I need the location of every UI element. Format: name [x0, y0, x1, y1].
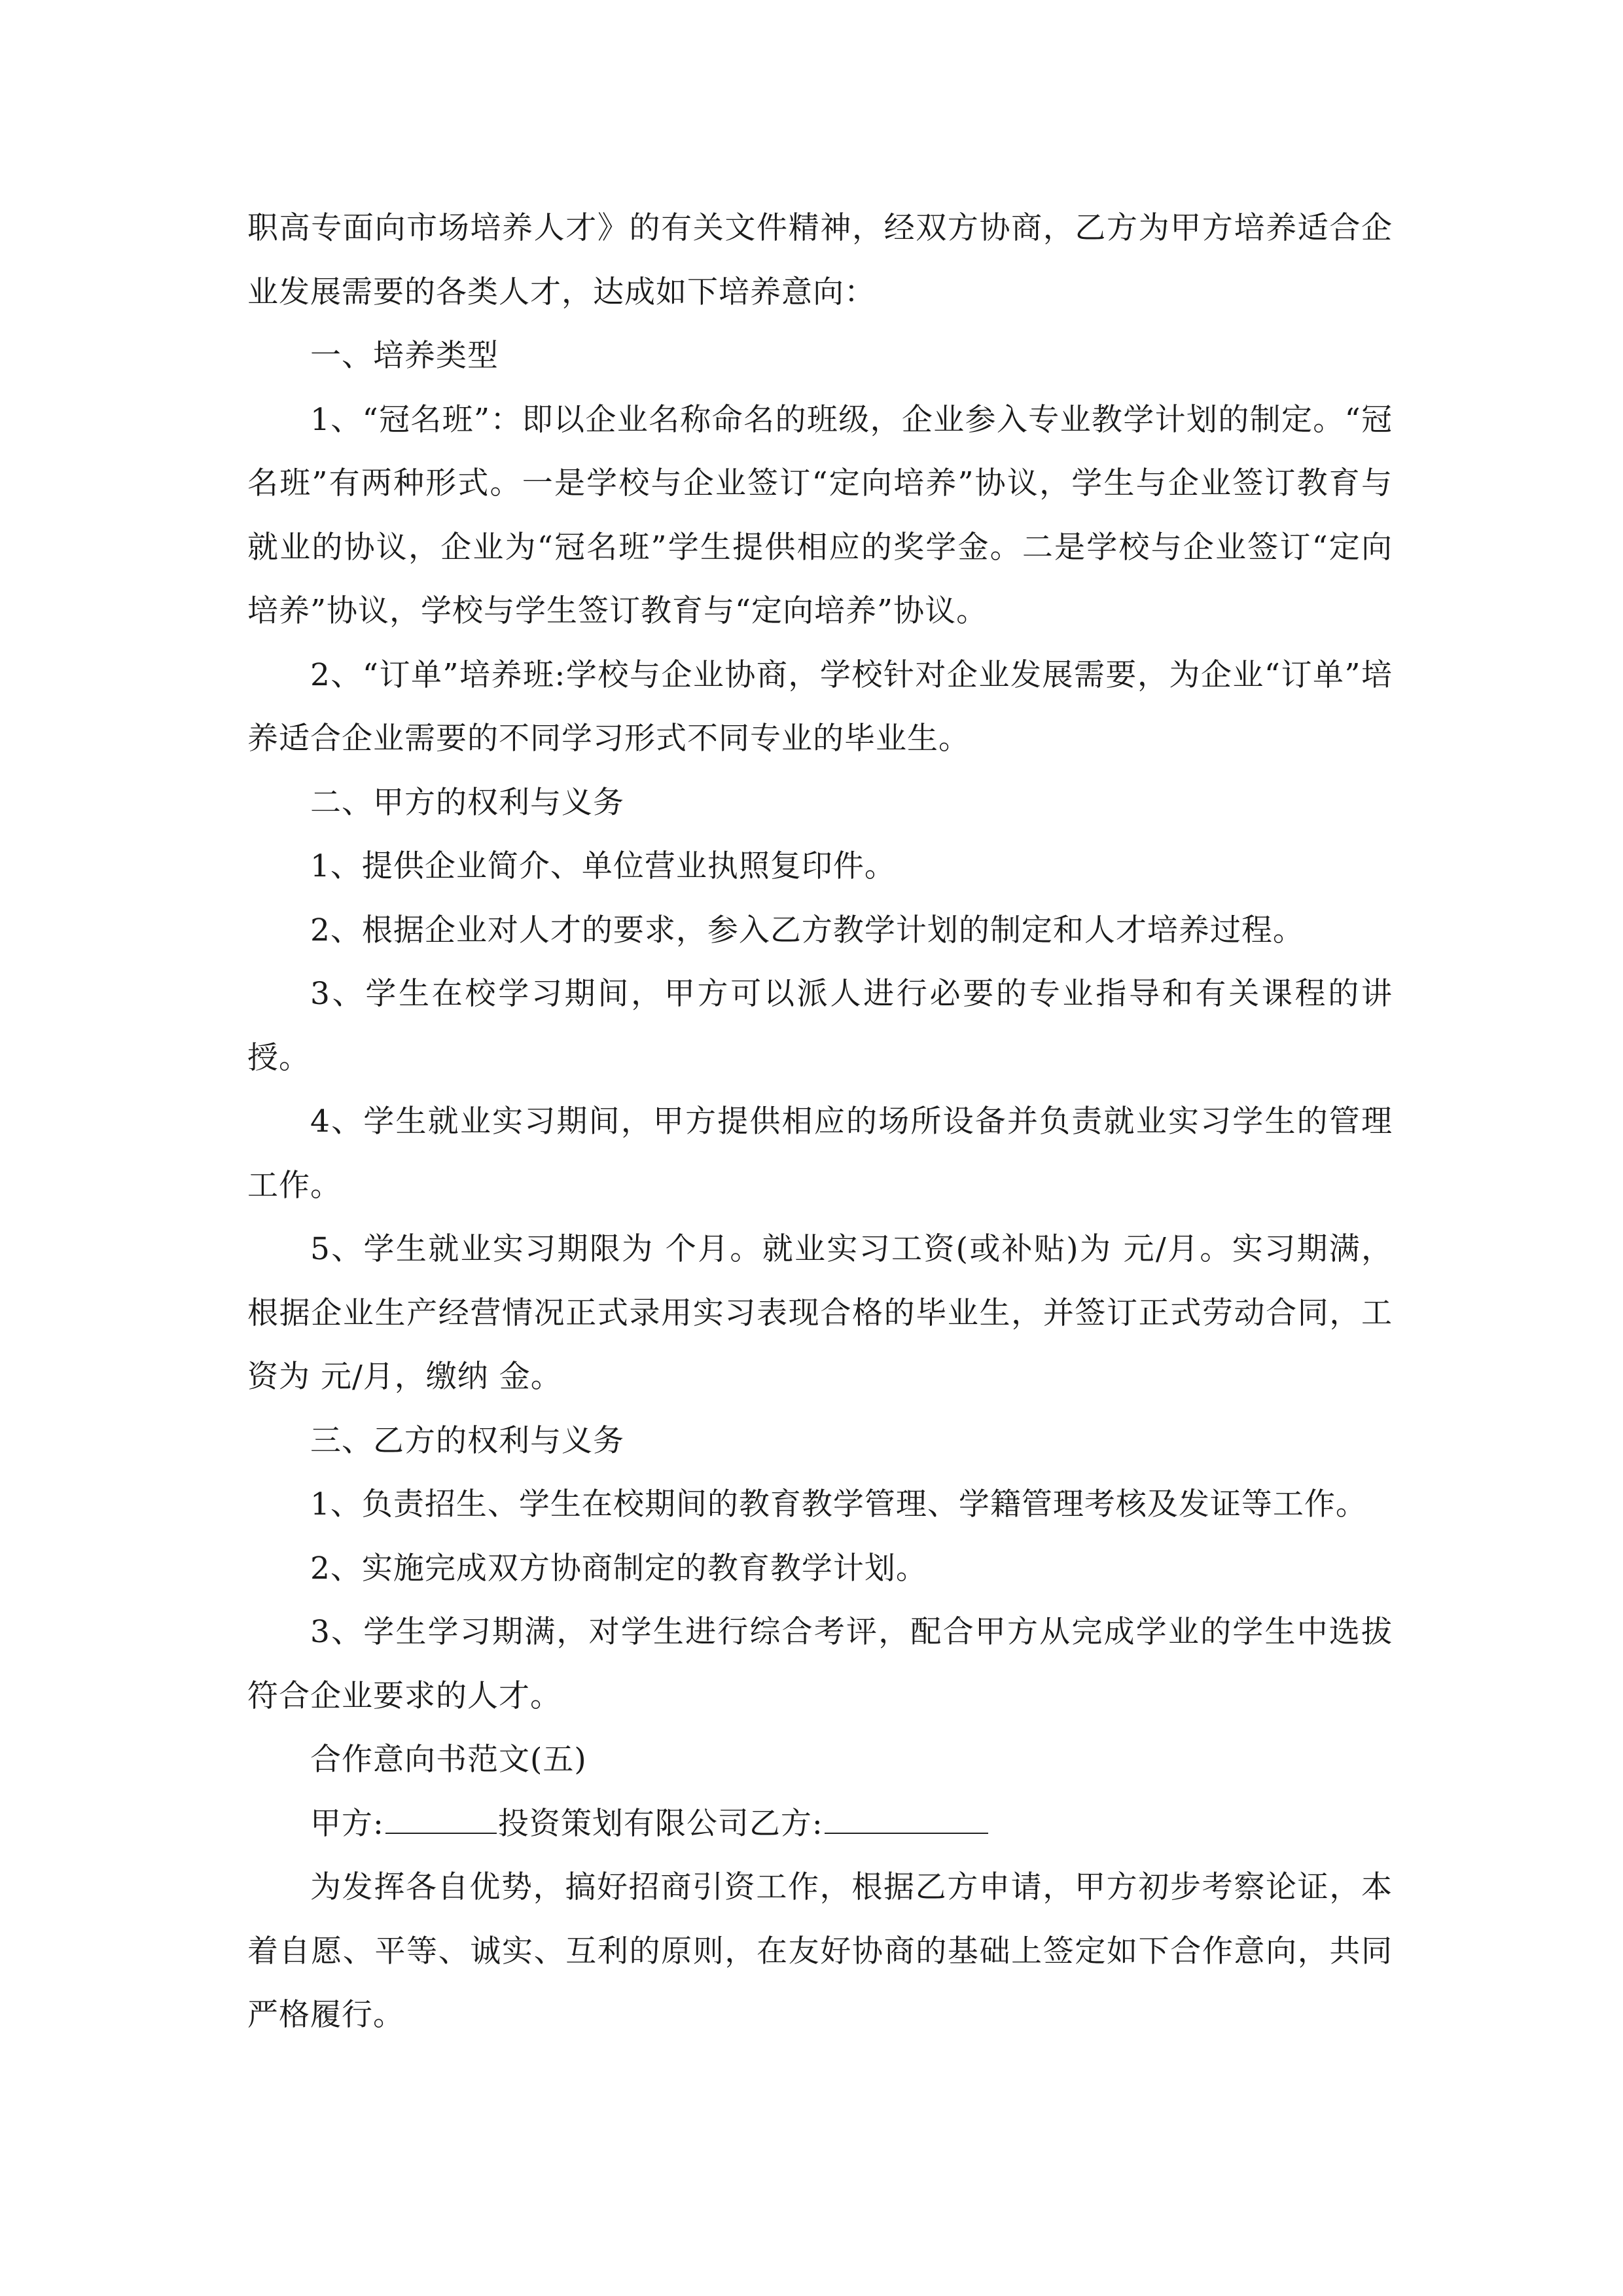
- company-text: 投资策划有限公司乙方:: [497, 1805, 823, 1842]
- paragraph-order-class: 2、“订单”培养班:学校与企业协商，学校针对企业发展需要，为企业“订单”培养适合企业需要的不同学习形式不同专业的毕业生。: [247, 656, 1393, 757]
- list-item-party-a-1: 1、提供企业简介、单位营业执照复印件。: [310, 848, 896, 884]
- list-item-party-a-5: 5、学生就业实习期限为 个月。就业实习工资(或补贴)为 元/月。实习期满，根据企业生产经营情况正式录用实习表现合格的毕业生，并签订正式劳动合同，工资为 元/月，缴纳 金。: [247, 1231, 1393, 1395]
- paragraph-closing: 为发挥各自优势，搞好招商引资工作，根据乙方申请，甲方初步考察论证，本着自愿、平等、诚实、互利的原则，在友好协商的基础上签定如下合作意向，共同严格履行。: [247, 1869, 1393, 2033]
- list-item-party-b-2: 2、实施完成双方协商制定的教育教学计划。: [310, 1550, 927, 1587]
- section-heading-party-b-rights: 三、乙方的权利与义务: [310, 1422, 624, 1459]
- list-item-party-a-4: 4、学生就业实习期间，甲方提供相应的场所设备并负责就业实习学生的管理工作。: [247, 1103, 1393, 1204]
- section-heading-party-a-rights: 二、甲方的权利与义务: [310, 784, 624, 821]
- list-item-party-a-3: 3、学生在校学习期间，甲方可以派人进行必要的专业指导和有关课程的讲授。: [247, 976, 1393, 1076]
- parties-line: [247, 1792, 1393, 1856]
- party-a-label: 甲方:: [310, 1805, 384, 1842]
- list-item-party-b-3: 3、学生学习期满，对学生进行综合考评，配合甲方从完成学业的学生中选拔符合企业要求的人才。: [247, 1614, 1393, 1714]
- paragraph-intro-continued: 职高专面向市场培养人才》的有关文件精神，经双方协商，乙方为甲方培养适合企业发展需要的各类人才，达成如下培养意向：: [247, 210, 1393, 310]
- party-b-blank: [825, 1802, 988, 1834]
- party-a-blank: [385, 1802, 497, 1834]
- paragraph-named-class: 1、“冠名班”：即以企业名称命名的班级，企业参入专业教学计划的制定。“冠名班”有两种形式。一是学校与企业签订“定向培养”协议，学生与企业签订教育与就业的协议，企业为“冠名班”学生提供相应的奖学金。二是学校与企业签订“定向培养”协议，学校与学生签订教育与“定向培养”协议。: [247, 401, 1393, 629]
- document-body: [247, 196, 1393, 2047]
- section-heading-training-types: 一、培养类型: [310, 338, 499, 374]
- list-item-party-b-1: 1、负责招生、学生在校期间的教育教学管理、学籍管理考核及发证等工作。: [310, 1486, 1367, 1522]
- sample-title-five: 合作意向书范文(五): [310, 1742, 587, 1778]
- list-item-party-a-2: 2、根据企业对人才的要求，参入乙方教学计划的制定和人才培养过程。: [310, 912, 1304, 948]
